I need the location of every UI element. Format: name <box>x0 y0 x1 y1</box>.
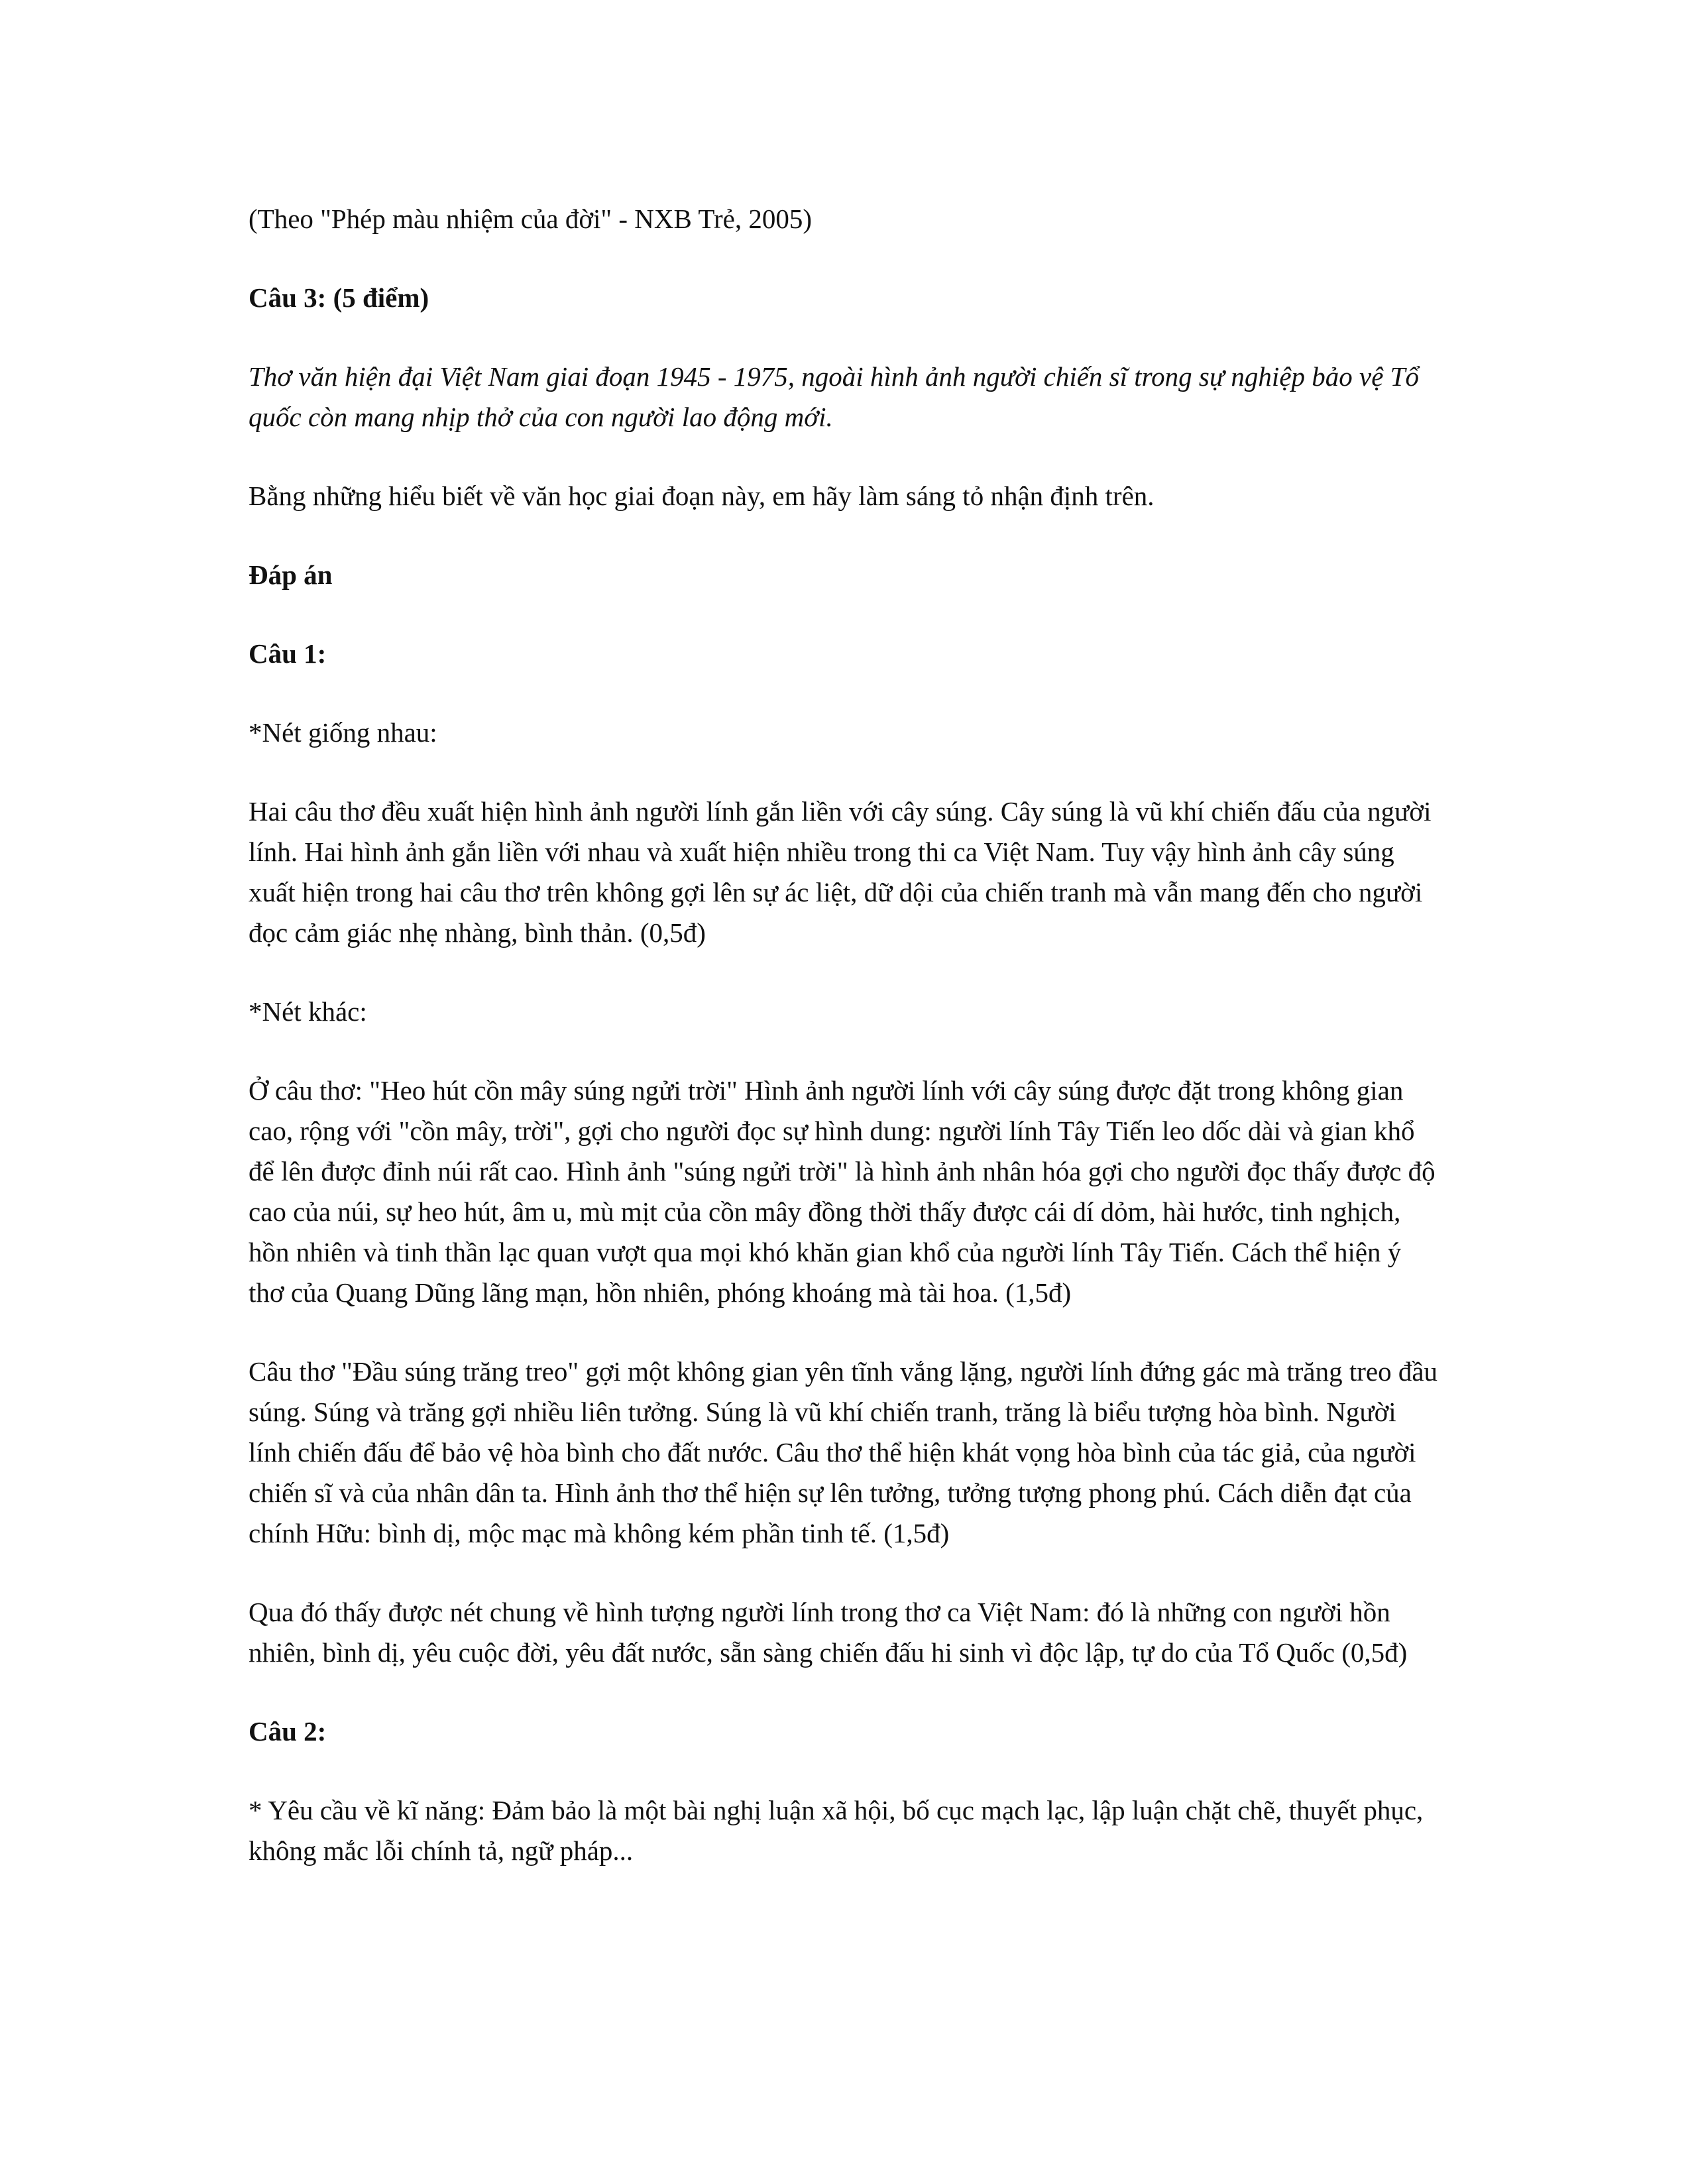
different-label: *Nét khác: <box>249 996 367 1027</box>
conclusion-paragraph: Qua đó thấy được nét chung về hình tượng người lính trong thơ ca Việt Nam: đó là những con người hồn nhiên, bình dị, yêu cuộc đời, yêu đất nước, sẵn sàng chiến đấu hi sinh vì độc lập, tự do của Tổ Quốc (0,5đ) <box>249 1597 1408 1668</box>
cau2-heading: Câu 2: <box>249 1716 327 1747</box>
answer-heading: Đáp án <box>249 559 333 590</box>
cau3-task: Bằng những hiểu biết về văn học giai đoạn này, em hãy làm sáng tỏ nhận định trên. <box>249 481 1155 511</box>
skills-paragraph: * Yêu cầu về kĩ năng: Đảm bảo là một bài nghị luận xã hội, bố cục mạch lạc, lập luận chặt chẽ, thuyết phục, không mắc lỗi chính tả, ngữ pháp... <box>249 1795 1424 1866</box>
cau1-heading: Câu 1: <box>249 638 327 669</box>
cau3-prompt: Thơ văn hiện đại Việt Nam giai đoạn 1945 - 1975, ngoài hình ảnh người chiến sĩ trong sự nghiệp bảo vệ Tổ quốc còn mang nhịp thở của con người lao động mới. <box>249 361 1419 432</box>
source-note: (Theo "Phép màu nhiệm của đời" - NXB Trẻ, 2005) <box>249 203 812 234</box>
similar-label: *Nét giống nhau: <box>249 717 437 748</box>
cau3-heading: Câu 3: (5 điểm) <box>249 282 429 313</box>
different-paragraph-1: Ở câu thơ: "Heo hút cồn mây súng ngửi trời" Hình ảnh người lính với cây súng được đặt trong không gian cao, rộng với "cồn mây, trời", gợi cho người đọc sự hình dung: người lính Tây Tiến leo dốc dài và gian khổ để lên được đỉnh núi rất cao. Hình ảnh "súng ngửi trời" là hình ảnh nhân hóa gợi cho người đọc thấy được độ cao của núi, sự heo hút, âm u, mù mịt của cồn mây đồng thời thấy được cái dí dỏm, hài hước, tinh nghịch, hồn nhiên và tinh thần lạc quan vượt qua mọi khó khăn gian khổ của người lính Tây Tiến. Cách thể hiện ý thơ của Quang Dũng lãng mạn, hồn nhiên, phóng khoáng mà tài hoa. (1,5đ) <box>249 1075 1436 1308</box>
document-page <box>249 199 1441 1910</box>
similar-paragraph: Hai câu thơ đều xuất hiện hình ảnh người lính gắn liền với cây súng. Cây súng là vũ khí chiến đấu của người lính. Hai hình ảnh gắn liền với nhau và xuất hiện nhiều trong thi ca Việt Nam. Tuy vậy hình ảnh cây súng xuất hiện trong hai câu thơ trên không gợi lên sự ác liệt, dữ dội của chiến tranh mà vẫn mang đến cho người đọc cảm giác nhẹ nhàng, bình thản. (0,5đ) <box>249 796 1432 948</box>
different-paragraph-2: Câu thơ "Đầu súng trăng treo" gợi một không gian yên tĩnh vắng lặng, người lính đứng gác mà trăng treo đầu súng. Súng và trăng gợi nhiều liên tưởng. Súng là vũ khí chiến tranh, trăng là biểu tượng hòa bình. Người lính chiến đấu để bảo vệ hòa bình cho đất nước. Câu thơ thể hiện khát vọng hòa bình của tác giả, của người chiến sĩ và của nhân dân ta. Hình ảnh thơ thể hiện sự lên tưởng, tưởng tượng phong phú. Cách diễn đạt của chính Hữu: bình dị, mộc mạc mà không kém phần tinh tế. (1,5đ) <box>249 1356 1438 1548</box>
